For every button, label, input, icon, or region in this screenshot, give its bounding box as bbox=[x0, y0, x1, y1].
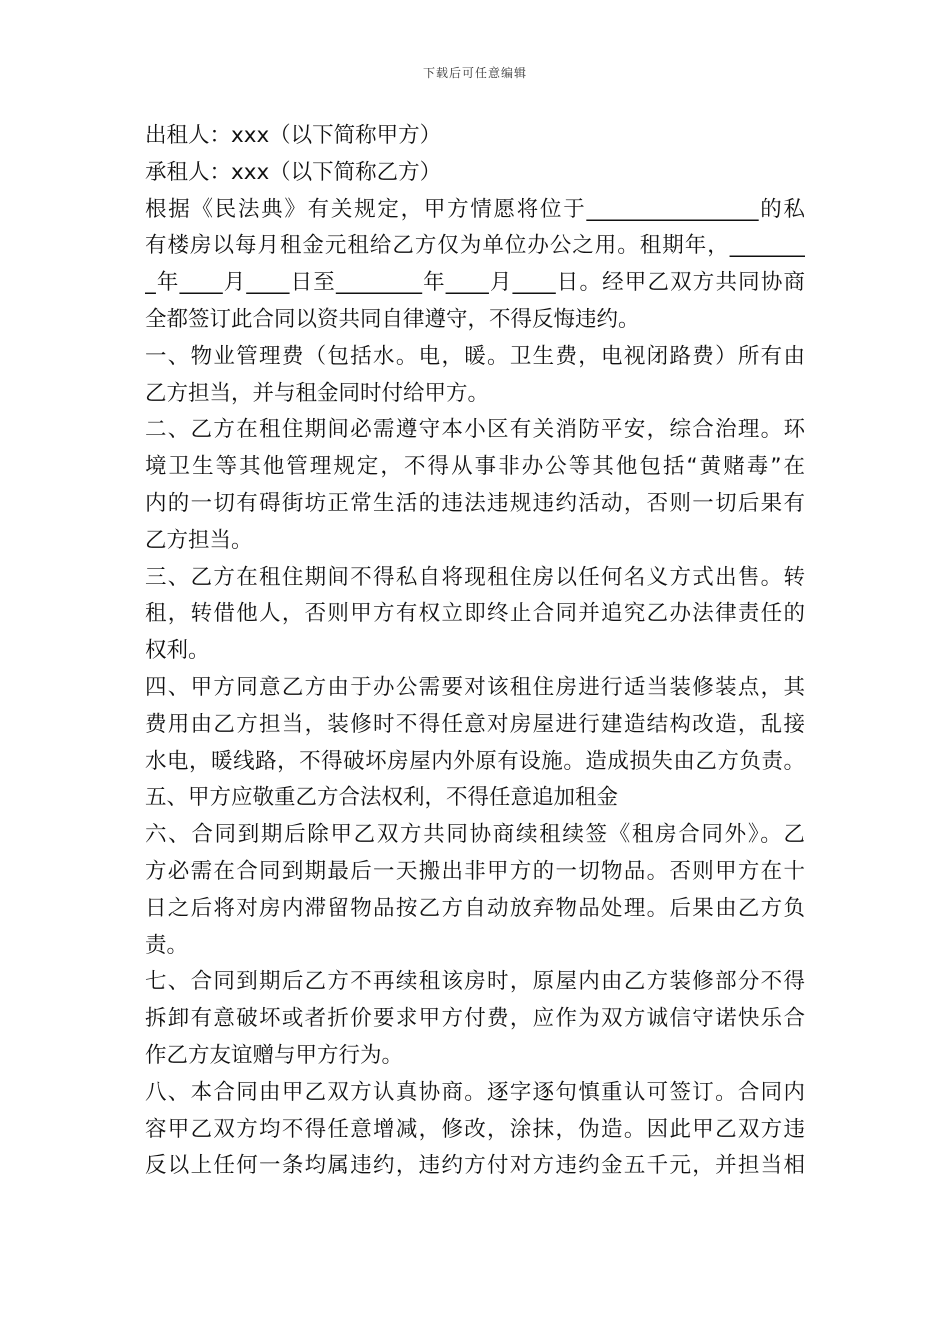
document-body bbox=[145, 118, 805, 1185]
text-line: 出租人：xxx（以下简称甲方） bbox=[145, 123, 442, 148]
text-line: 一、物业管理费（包括水。电，暖。卫生费，电视闭路费）所有由 bbox=[145, 343, 805, 369]
text-line: 方必需在合同到期最后一天搬出非甲方的一切物品。否则甲方在十 bbox=[145, 858, 805, 884]
text-line: 三、乙方在租住期间不得私自将现租住房以任何名义方式出售。转 bbox=[145, 564, 805, 590]
text-line: 内的一切有碍街坊正常生活的违法违规违约活动，否则一切后果有 bbox=[145, 490, 805, 516]
text-line: 乙方担当。 bbox=[145, 527, 253, 553]
text-line: 租，转借他人，否则甲方有权立即终止合同并追究乙办法律责任的 bbox=[145, 601, 805, 627]
text-line: 水电，暖线路，不得破坏房屋内外原有设施。造成损失由乙方负责。 bbox=[145, 748, 805, 774]
text-line: 权利。 bbox=[145, 638, 210, 664]
text-line: 境卫生等其他管理规定，不得从事非办公等其他包括“黄赌毒”在 bbox=[145, 454, 805, 480]
text-line: 承租人：xxx（以下简称乙方） bbox=[145, 159, 442, 185]
text-line: 六、合同到期后除甲乙双方共同协商续租续签《租房合同外》。乙 bbox=[145, 822, 805, 848]
text-line: _年____月____日至________年____月____日。经甲乙双方共同协商 bbox=[145, 270, 805, 296]
text-line: 容甲乙双方均不得任意增减，修改，涂抹，伪造。因此甲乙双方违 bbox=[145, 1116, 805, 1142]
text-line: 费用由乙方担当，装修时不得任意对房屋进行建造结构改造，乱接 bbox=[145, 711, 805, 737]
text-line: 乙方担当，并与租金同时付给甲方。 bbox=[145, 380, 490, 406]
text-line: 根据《民法典》有关规定，甲方情愿将位于________________的私 bbox=[145, 196, 805, 222]
text-line: 有楼房以每月租金元租给乙方仅为单位办公之用。租期年，_______ bbox=[145, 233, 805, 259]
text-line: 作乙方友谊赠与甲方行为。 bbox=[145, 1042, 404, 1068]
text-line: 责。 bbox=[145, 932, 189, 958]
text-line: 日之后将对房内滞留物品按乙方自动放弃物品处理。后果由乙方负 bbox=[145, 895, 805, 921]
page-header: 下载后可任意编辑 bbox=[422, 66, 527, 80]
text-line: 五、甲方应敬重乙方合法权利，不得任意追加租金 bbox=[145, 785, 619, 811]
text-line: 七、合同到期后乙方不再续租该房时，原屋内由乙方装修部分不得 bbox=[145, 969, 805, 995]
text-line: 拆卸有意破坏或者折价要求甲方付费，应作为双方诚信守诺快乐合 bbox=[145, 1006, 805, 1032]
text-line: 八、本合同由甲乙双方认真协商。逐字逐句慎重认可签订。合同内 bbox=[145, 1079, 805, 1105]
text-line: 四、甲方同意乙方由于办公需要对该租住房进行适当装修装点，其 bbox=[145, 674, 805, 700]
text-line: 全都签订此合同以资共同自律遵守，不得反悔违约。 bbox=[145, 306, 640, 332]
text-line: 反以上任何一条均属违约，违约方付对方违约金五千元，并担当相 bbox=[145, 1153, 805, 1179]
text-line: 二、乙方在租住期间必需遵守本小区有关消防平安，综合治理。环 bbox=[145, 417, 805, 443]
